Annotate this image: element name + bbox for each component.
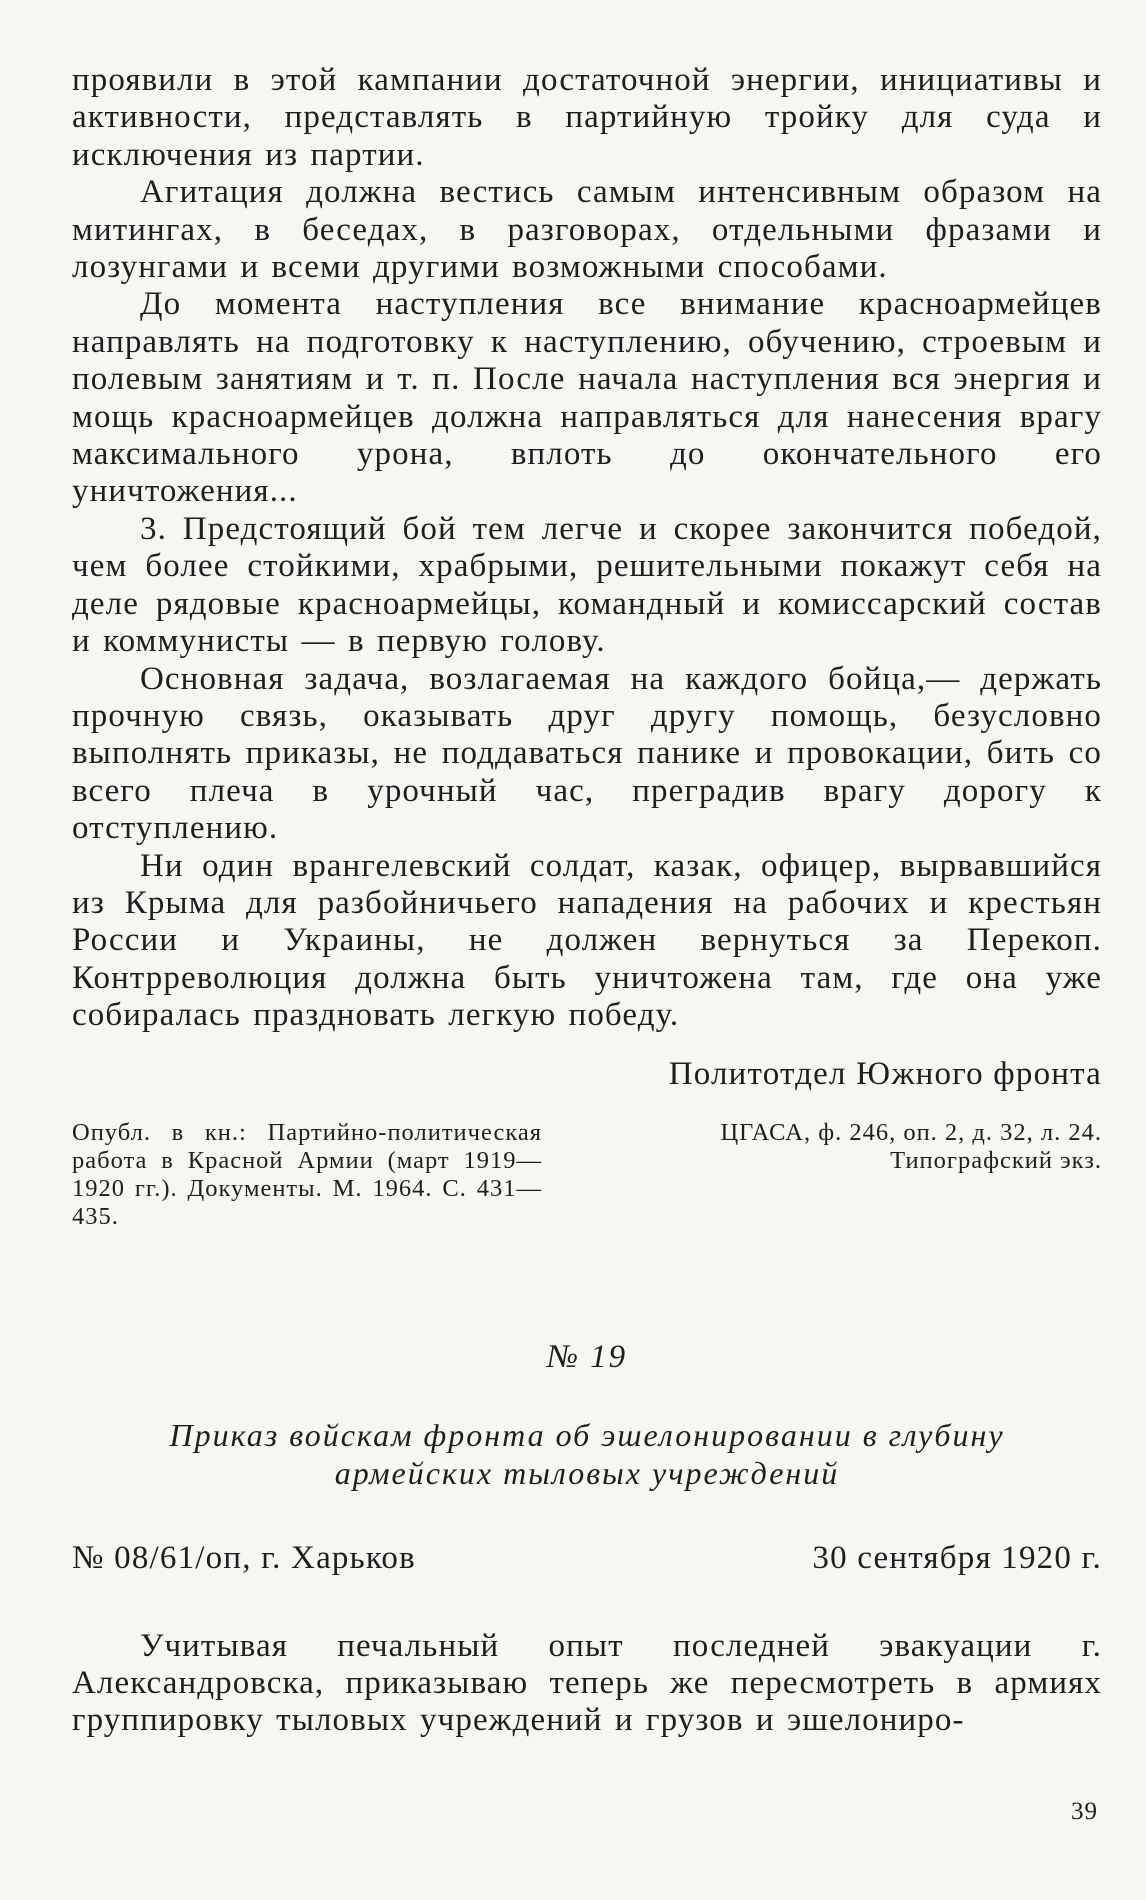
publication-note: Опубл. в кн.: Партийно-политическая работа в Красной Армии (март 1919—1920 гг.). Документы. М. 1964. С. 431—435. (72, 1118, 542, 1230)
page-content (72, 62, 1102, 1740)
order-reference: № 08/61/оп, г. Харьков (72, 1539, 416, 1576)
paragraph-perekop: Ни один врангелевский солдат, казак, офицер, вырвавшийся из Крыма для разбойничьего нападения на рабочих и крестьян России и Украины, не должен вернуться за Перекоп. Контрреволюция должна быть уничтожена там, где она уже собиралась праздновать легкую победу. (72, 847, 1102, 1034)
page-number: 39 (1071, 1798, 1098, 1825)
order-body: Учитывая печальный опыт последней эвакуации г. Александровска, приказываю теперь же пересмотреть в армиях группировку тыловых учреждений и грузов и эшелониро- (72, 1627, 1102, 1739)
archive-note: ЦГАСА, ф. 246, оп. 2, д. 32, л. 24. Типографский экз. (720, 1118, 1102, 1174)
order-date: 30 сентября 1920 г. (812, 1539, 1102, 1576)
paragraph-preparation: До момента наступления все внимание красноармейцев направлять на подготовку к наступлению, обучению, строевым и полевым занятиям и т. п. После начала наступления вся энергия и мощь красноармейцев должна направляться для нанесения врагу максимального урона, вплоть до окончательного его уничтожения... (72, 286, 1102, 510)
paragraph-continuation: проявили в этой кампании достаточной энергии, инициативы и активности, представлять в партийную тройку для суда и исключения из партии. (72, 62, 1102, 173)
order-header (72, 1540, 1102, 1580)
document-number: № 19 (546, 1338, 628, 1375)
paragraph-agitation: Агитация должна вестись самым интенсивным образом на митингах, в беседах, в разговорах, отдельными фразами и лозунгами и всеми другими возможными способами. (72, 174, 1102, 286)
paragraph-main-task: Основная задача, возлагаемая на каждого бойца,— держать прочную связь, оказывать друг другу помощь, безусловно выполнять приказы, не поддаваться панике и провокации, бить со всего плеча в урочный час, преградив врагу дорогу к отступлению. (72, 660, 1102, 847)
document-title: Приказ войскам фронта об эшелонировании в глубину армейских тыловых учреждений (169, 1416, 1005, 1491)
notes-block (72, 1119, 1102, 1259)
paragraph-point-3: 3. Предстоящий бой тем легче и скорее закончится победой, чем более стойкими, храбрыми, решительными покажут себя на деле рядовые красноармейцы, командный и комиссарский состав и коммунисты — в первую голову. (72, 510, 1102, 660)
signature: Политотдел Южного фронта (668, 1055, 1102, 1092)
